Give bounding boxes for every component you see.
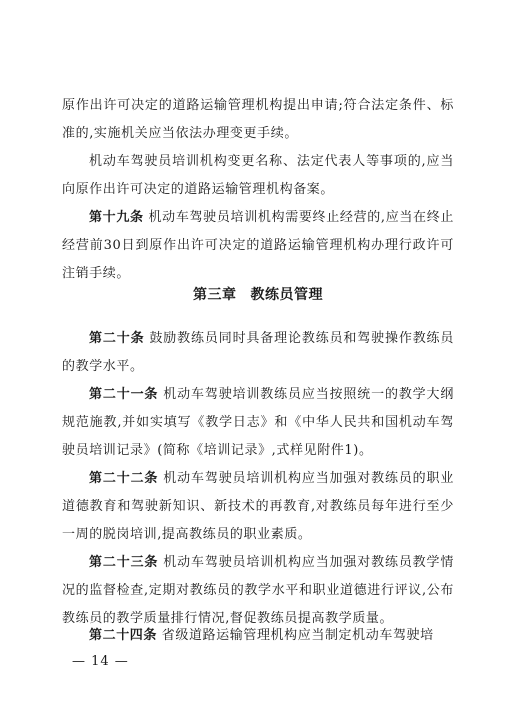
article-21-text: 机动车驾驶培训教练员应当按照统一的教学大纲规范施教,并如实填写《教学日志》和《中华人民共和国机动车驾驶员培训记录》(简称《培训记录》,式样见附件1)。 (62, 387, 454, 458)
article-23-text: 机动车驾驶员培训机构应当加强对教练员教学情况的监督检查,定期对教练员的教学水平和职业道德进行评议,公布教练员的教学质量排行情况,督促教练员提高教学质量。 (62, 555, 454, 626)
article-21 (62, 381, 454, 465)
article-24-text: 省级道路运输管理机构应当制定机动车驾驶培 (161, 628, 434, 643)
chapter-title: 教练员管理 (250, 287, 323, 303)
paragraph-2 (62, 148, 454, 204)
article-21-label: 第二十一条 (89, 387, 159, 402)
paragraph-1 (62, 92, 454, 148)
article-22 (62, 465, 454, 549)
article-20-label: 第二十条 (89, 331, 145, 346)
article-19-text: 机动车驾驶员培训机构需要终止经营的,应当在终止经营前30日到原作出许可决定的道路运输管理机构办理行政许可注销手续。 (62, 210, 454, 281)
article-20 (62, 325, 454, 381)
chapter-number: 第三章 (193, 287, 237, 303)
article-19-label: 第十九条 (89, 210, 144, 225)
article-22-text: 机动车驾驶员培训机构应当加强对教练员的职业道德教育和驾驶新知识、新技术的再教育,对教练员每年进行至少一周的脱岗培训,提高教练员的职业素质。 (62, 471, 454, 542)
article-23-label: 第二十三条 (89, 555, 159, 570)
chapter-heading (62, 283, 454, 307)
paragraph-2-text: 机动车驾驶员培训机构变更名称、法定代表人等事项的,应当向原作出许可决定的道路运输管理机构备案。 (62, 154, 454, 197)
article-20-text: 鼓励教练员同时具备理论教练员和驾驶操作教练员的教学水平。 (62, 331, 455, 374)
article-24 (62, 622, 454, 650)
article-24-label: 第二十四条 (89, 628, 158, 643)
article-19 (62, 204, 454, 288)
article-22-label: 第二十二条 (89, 471, 159, 486)
page-number: — 14 — (72, 654, 129, 669)
article-23 (62, 549, 454, 633)
paragraph-1-text: 原作出许可决定的道路运输管理机构提出申请;符合法定条件、标准的,实施机关应当依法办理变更手续。 (62, 98, 454, 141)
